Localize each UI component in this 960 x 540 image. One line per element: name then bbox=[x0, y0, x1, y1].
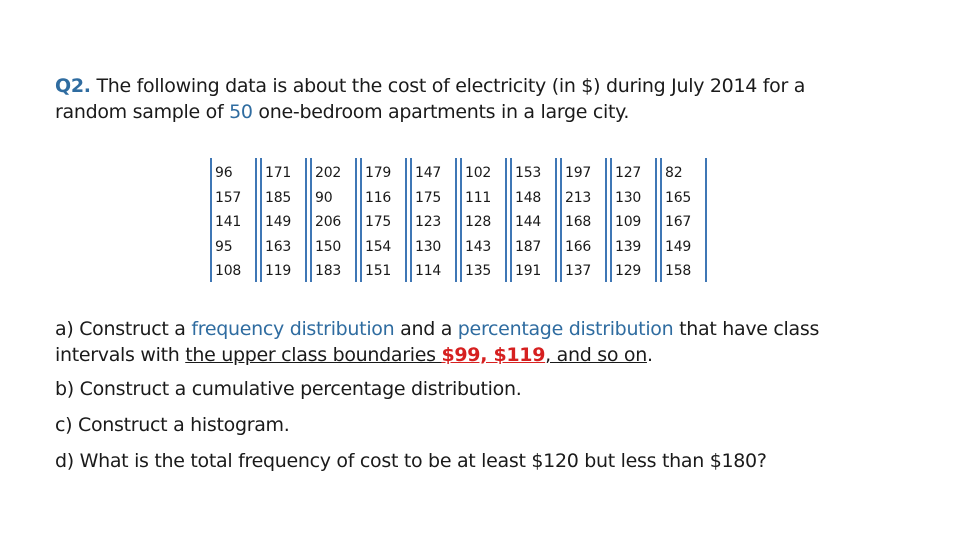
table-cell: 191 bbox=[515, 263, 542, 279]
table-cell: 185 bbox=[265, 189, 292, 206]
table-cell: 149 bbox=[665, 238, 692, 255]
table-column bbox=[610, 158, 657, 282]
table-column bbox=[260, 158, 307, 282]
part-a-prefix: a) Construct a bbox=[55, 318, 192, 340]
table-cell: 202 bbox=[315, 165, 342, 181]
table-cell: 114 bbox=[415, 263, 442, 279]
table-cell: 179 bbox=[365, 165, 392, 181]
part-c: c) Construct a histogram. bbox=[55, 414, 290, 436]
table-cell: 151 bbox=[365, 263, 392, 279]
question-line-2 bbox=[55, 99, 915, 125]
table-cell: 137 bbox=[565, 263, 592, 279]
table-cell: 206 bbox=[315, 214, 342, 230]
table-cell: 175 bbox=[415, 189, 442, 206]
part-b: b) Construct a cumulative percentage distribution. bbox=[55, 378, 522, 400]
table-cell: 149 bbox=[265, 214, 292, 230]
question-text-2: random sample of bbox=[55, 101, 230, 123]
table-cell: 109 bbox=[615, 214, 642, 230]
part-a-and: and a bbox=[394, 318, 458, 340]
table-column bbox=[210, 158, 257, 282]
table-cell: 90 bbox=[315, 189, 333, 206]
table-cell: 123 bbox=[415, 214, 442, 230]
table-cell: 111 bbox=[465, 189, 492, 206]
table-cell: 153 bbox=[515, 165, 542, 181]
table-cell: 150 bbox=[315, 238, 342, 255]
table-cell: 165 bbox=[665, 189, 692, 206]
table-cell: 147 bbox=[415, 165, 442, 181]
part-a-underlined-2: , and so on bbox=[545, 344, 647, 366]
sample-size: 50 bbox=[229, 101, 253, 123]
table-cell: 163 bbox=[265, 238, 292, 255]
part-a-end: . bbox=[646, 344, 653, 366]
question-label: Q2. bbox=[55, 75, 91, 97]
data-table bbox=[210, 158, 707, 282]
part-a-percentage-distribution: percentage distribution bbox=[457, 318, 674, 340]
table-cell: 167 bbox=[665, 214, 692, 230]
table-column bbox=[560, 158, 607, 282]
question-line-1 bbox=[55, 73, 915, 99]
table-cell: 130 bbox=[615, 189, 642, 206]
table-cell: 102 bbox=[465, 165, 492, 181]
table-column bbox=[410, 158, 457, 282]
part-a-tail: that have class bbox=[673, 318, 820, 340]
table-cell: 158 bbox=[665, 263, 692, 279]
table-cell: 143 bbox=[465, 238, 492, 255]
part-a-boundaries-highlight: $99, $119 bbox=[441, 344, 546, 366]
table-cell: 157 bbox=[215, 189, 242, 206]
table-column bbox=[310, 158, 357, 282]
table-cell: 135 bbox=[465, 263, 492, 279]
question-text-3: one-bedroom apartments in a large city. bbox=[252, 101, 630, 123]
table-cell: 187 bbox=[515, 238, 542, 255]
table-cell: 183 bbox=[315, 263, 342, 279]
table-cell: 128 bbox=[465, 214, 492, 230]
table-cell: 129 bbox=[615, 263, 642, 279]
table-cell: 166 bbox=[565, 238, 592, 255]
table-cell: 141 bbox=[215, 214, 242, 230]
table-column bbox=[510, 158, 557, 282]
table-cell: 175 bbox=[365, 214, 392, 230]
table-column bbox=[660, 158, 707, 282]
table-cell: 168 bbox=[565, 214, 592, 230]
table-cell: 213 bbox=[565, 189, 592, 206]
table-cell: 127 bbox=[615, 165, 642, 181]
table-cell: 148 bbox=[515, 189, 542, 206]
table-cell: 171 bbox=[265, 165, 292, 181]
question-parts bbox=[55, 316, 935, 474]
part-a-underlined-1: the upper class boundaries bbox=[185, 344, 442, 366]
part-d: d) What is the total frequency of cost to be at least $120 but less than $180? bbox=[55, 450, 767, 472]
part-a bbox=[55, 316, 935, 368]
table-cell: 108 bbox=[215, 263, 242, 279]
part-a-frequency-distribution: frequency distribution bbox=[191, 318, 395, 340]
table-cell: 116 bbox=[365, 189, 392, 206]
table-column bbox=[460, 158, 507, 282]
table-cell: 119 bbox=[265, 263, 292, 279]
table-cell: 95 bbox=[215, 238, 233, 255]
question-text-1: The following data is about the cost of electricity (in $) during July 2014 for a bbox=[90, 75, 806, 97]
table-cell: 130 bbox=[415, 238, 442, 255]
table-cell: 96 bbox=[215, 165, 233, 181]
table-cell: 144 bbox=[515, 214, 542, 230]
table-cell: 197 bbox=[565, 165, 592, 181]
question-text bbox=[55, 73, 915, 125]
table-cell: 154 bbox=[365, 238, 392, 255]
table-column bbox=[360, 158, 407, 282]
table-cell: 139 bbox=[615, 238, 642, 255]
table-cell: 82 bbox=[665, 165, 683, 181]
part-a-line2-prefix: intervals with bbox=[55, 344, 186, 366]
